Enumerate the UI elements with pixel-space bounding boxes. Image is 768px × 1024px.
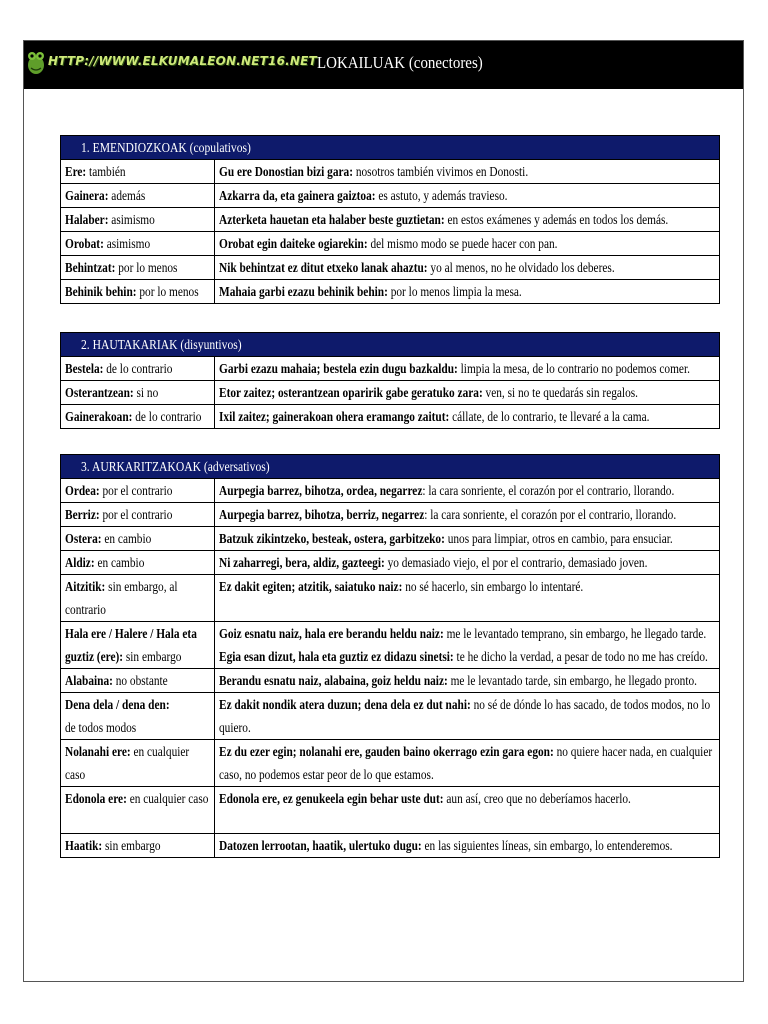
table-row [61,503,720,527]
term: Aldiz: [65,555,95,570]
example-spanish: limpia la mesa, de lo contrario no podemos comer. [457,361,690,376]
example-basque: Ez dakit nondik atera duzun; dena dela ez dut nahi: [219,697,471,712]
term-meaning: por lo menos [115,260,178,275]
example-basque: Ez dakit egiten; atzitik, saiatuko naiz: [219,579,403,594]
example-basque: Orobat egin daiteke ogiarekin: [219,236,368,251]
example-spanish: te he dicho la verdad, a pesar de todo no me has creído. [453,649,708,664]
term: Alabaina: [65,673,113,688]
example-spanish: ven, si no te quedarás sin regalos. [482,385,639,400]
frog-icon [26,47,46,77]
example-spanish: yo al menos, no he olvidado los deberes. [427,260,615,275]
section-heading: 1. EMENDIOZKOAK (copulativos) [61,136,720,160]
section-heading: 2. HAUTAKARIAK (disyuntivos) [61,333,720,357]
table-row [61,160,720,184]
example-basque: Ez du ezer egin; nolanahi ere, gauden baino okerrago ezin gara egon: [219,744,554,759]
example-basque: Azterketa hauetan eta halaber beste guztietan: [219,212,445,227]
term: Ere: [65,164,87,179]
table-row [61,256,720,280]
term: Osterantzean: [65,385,134,400]
term-meaning: también [86,164,126,179]
section-table-copulativos [60,135,720,304]
example-basque: Garbi ezazu mahaia; bestela ezin dugu bazkaldu: [219,361,458,376]
term-meaning: por el contrario [99,483,173,498]
document-title: LOKAILUAK (conectores) [317,53,483,72]
table-row [61,184,720,208]
term: Behinik behin: [65,284,137,299]
table-row [61,280,720,304]
table-row [61,575,720,622]
section-table-adversativos [60,454,720,858]
term-meaning: además [108,188,146,203]
table-row [61,787,720,834]
term-meaning: no obstante [112,673,168,688]
example-basque: Ni zaharregi, bera, aldiz, gazteegi: [219,555,385,570]
example-spanish: me le levantado tarde, sin embargo, he llegado pronto. [447,673,697,688]
term-meaning: sin embargo, al contrario [65,579,178,617]
table-row [61,479,720,503]
term-meaning: por lo menos [136,284,199,299]
term: Dena dela / dena den: [65,697,170,712]
example-basque: Berandu esnatu naiz, alabaina, goiz heldu naiz: [219,673,448,688]
example-spanish: nosotros también vivimos en Donosti. [352,164,529,179]
section-heading: 3. AURKARITZAKOAK (adversativos) [61,455,720,479]
table-row [61,208,720,232]
example-basque: Datozen lerrootan, haatik, ulertuko dugu: [219,838,422,853]
term: Gainerakoan: [65,409,133,424]
table-row [61,740,720,787]
document-page [23,40,744,982]
example-basque: Gu ere Donostian bizi gara: [219,164,353,179]
table-row [61,551,720,575]
term: Haatik: [65,838,103,853]
table-row [61,693,720,740]
table-row [61,232,720,256]
example-spanish: no sé hacerlo, sin embargo lo intentaré. [402,579,584,594]
table-row [61,357,720,381]
term: Halaber: [65,212,109,227]
example-spanish: : la cara sonriente, el corazón por el contrario, llorando. [424,507,677,522]
term: Bestela: [65,361,104,376]
term: Berriz: [65,507,100,522]
term: Behintzat: [65,260,116,275]
term-meaning: de todos modos [65,720,137,735]
example-basque: Mahaia garbi ezazu behinik behin: [219,284,388,299]
example-basque: Azkarra da, eta gainera gaiztoa: [219,188,376,203]
example-basque: Aurpegia barrez, bihotza, berriz, negarrez [219,507,425,522]
term: Ordea: [65,483,100,498]
site-url[interactable]: HTTP://WWW.ELKUMALEON.NET16.NET [48,54,317,68]
table-row [61,381,720,405]
example-spanish: del mismo modo se puede hacer con pan. [367,236,558,251]
table-row [61,405,720,429]
table-row [61,834,720,858]
example-spanish: aun así, creo que no deberíamos hacerlo. [443,791,631,806]
term-meaning: asimismo [103,236,151,251]
term-meaning: de lo contrario [132,409,202,424]
term-meaning: de lo contrario [103,361,173,376]
term-meaning: sin embargo [102,838,161,853]
example-basque: Aurpegia barrez, bihotza, ordea, negarrez [219,483,423,498]
term: Ostera: [65,531,102,546]
term: Gainera: [65,188,109,203]
example-spanish: : la cara sonriente, el corazón por el contrario, llorando. [422,483,675,498]
example-basque: Nik behintzat ez ditut etxeko lanak ahaztu: [219,260,428,275]
example-spanish: en las siguientes líneas, sin embargo, lo entenderemos. [421,838,673,853]
example-basque: Egia esan dizut, hala eta guztiz ez didazu sinetsi: [219,649,454,664]
table-row [61,669,720,693]
example-basque: Ixil zaitez; gainerakoan ohera eramango zaitut: [219,409,450,424]
example-basque: Goiz esnatu naiz, hala ere berandu heldu naiz: [219,626,444,641]
example-spanish: cállate, de lo contrario, te llevaré a la cama. [449,409,650,424]
example-spanish: en estos exámenes y además en todos los demás. [444,212,669,227]
example-basque: Batzuk zikintzeko, besteak, ostera, garbitzeko: [219,531,445,546]
term: Nolanahi ere: [65,744,131,759]
example-spanish: no quiere hacer nada, en cualquier caso, no podemos estar peor de lo que estamos. [219,744,713,782]
term-meaning: en cualquier caso [126,791,209,806]
title-banner [24,41,743,89]
term: Hala ere / Halere / Hala eta guztiz (ere): [65,626,197,664]
term: Edonola ere: [65,791,127,806]
term-meaning: en cualquier caso [65,744,190,782]
table-row [61,527,720,551]
example-spanish: me le levantado temprano, sin embargo, he llegado tarde. [443,626,707,641]
term-meaning: en cambio [94,555,145,570]
term-meaning: si no [133,385,159,400]
example-spanish: no sé de dónde lo has sacado, de todos modos, no lo quiero. [219,697,711,735]
table-row [61,622,720,669]
term-meaning: por el contrario [99,507,173,522]
term-meaning: en cambio [101,531,152,546]
section-table-disyuntivos [60,332,720,429]
example-basque: Edonola ere, ez genukeela egin behar uste dut: [219,791,444,806]
example-spanish: es astuto, y además travieso. [375,188,508,203]
example-spanish: por lo menos limpia la mesa. [387,284,522,299]
term: Aitzitik: [65,579,106,594]
example-basque: Etor zaitez; osterantzean oparirik gabe geratuko zara: [219,385,483,400]
example-spanish: unos para limpiar, otros en cambio, para ensuciar. [444,531,673,546]
example-spanish: yo demasiado viejo, el por el contrario, demasiado joven. [384,555,648,570]
term-meaning: sin embargo [123,649,182,664]
term: Orobat: [65,236,104,251]
term-meaning: asimismo [108,212,155,227]
